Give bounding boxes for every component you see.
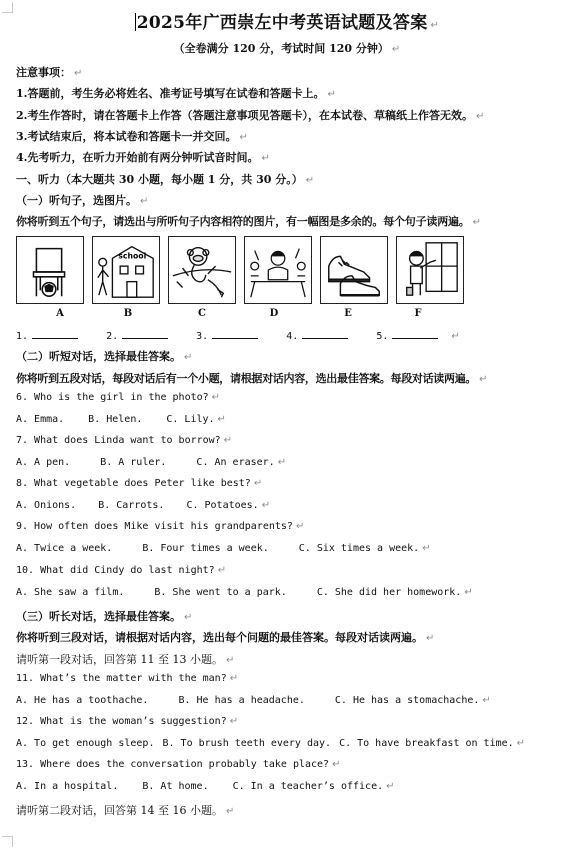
notice-item: 1.答题前，考生务必将姓名、准考证号填写在试卷和答题卡上。 ↵: [16, 87, 336, 100]
picture-label: E: [344, 308, 352, 319]
section2-heading: （二）听短对话，选择最佳答案。 ↵: [16, 350, 193, 363]
monkey-branch-icon: [168, 236, 236, 304]
question-options: A. To get enough sleep. B. To brush teeth every day. C. To have breakfast on time. ↵: [16, 738, 526, 749]
school-student-icon: [92, 236, 160, 304]
question-options: A. Twice a week. B. Four times a week. C. Six times a week. ↵: [16, 543, 431, 554]
section1-instruction: 你将听到五个句子，请选出与所听句子内容相符的图片，有一幅图是多余的。每个句子读两遍。 ↵: [16, 215, 481, 228]
answer-blank[interactable]: 3.: [196, 328, 262, 342]
question-text: 9. How often does Mike visit his grandparents? ↵: [16, 521, 305, 532]
question-text: 10. What did Cindy do last night? ↵: [16, 565, 227, 576]
picture-row: [16, 236, 456, 304]
school-sign-text: school: [118, 251, 147, 261]
section3-instruction: 你将听到三段对话，请根据对话内容，选出每个问题的最佳答案。每段对话读两遍。 ↵: [16, 631, 435, 644]
dialog-intro: 请听第一段对话，回答第 11 至 13 小题。 ↵: [16, 653, 235, 666]
notice-item: 3.考试结束后，将本试卷和答题卡一并交回。 ↵: [16, 130, 248, 143]
page-corner-mark: [2, 836, 13, 847]
section3-heading: （三）听长对话，选择最佳答案。 ↵: [16, 610, 193, 623]
question-text: 8. What vegetable does Peter like best? ↵: [16, 478, 263, 489]
picture-label: D: [269, 308, 279, 319]
question-options: A. Onions. B. Carrots. C. Potatoes. ↵: [16, 500, 271, 511]
notice-item: 2.考生作答时，请在答题卡上作答（答题注意事项见答题卡），在本试卷、草稿纸上作答无效。 ↵: [16, 109, 485, 122]
answer-blank[interactable]: 1.: [16, 328, 82, 342]
answer-blanks-row: 1. 2. 3. 4. 5. ↵: [16, 328, 460, 342]
question-text: 6. Who is the girl in the photo? ↵: [16, 392, 221, 403]
exam-title: 2025年广西崇左中考英语试题及答案 ↵: [136, 13, 440, 33]
dialog-intro: 请听第二段对话，回答第 14 至 16 小题。 ↵: [16, 804, 235, 817]
question-options: A. Emma. B. Helen. C. Lily. ↵: [16, 414, 226, 425]
question-options: A. A pen. B. A ruler. C. An eraser. ↵: [16, 457, 287, 468]
question-text: 7. What does Linda want to borrow? ↵: [16, 435, 233, 446]
question-text: 13. Where does the conversation probably take place? ↵: [16, 759, 341, 770]
question-text: 11. What’s the matter with the man? ↵: [16, 673, 239, 684]
girl-window-icon: [396, 236, 464, 304]
picture-label: F: [414, 308, 422, 319]
notice-item: 4.先考听力，在听力开始前有两分钟听试音时间。 ↵: [16, 151, 270, 164]
question-options: A. In a hospital. B. At home. C. In a teacher’s office. ↵: [16, 781, 395, 792]
question-text: 12. What is the woman’s suggestion? ↵: [16, 716, 239, 727]
picture-label: B: [123, 308, 133, 319]
answer-blank[interactable]: 2.: [106, 328, 172, 342]
exam-subtitle: （全卷满分 120 分，考试时间 120 分钟） ↵: [173, 42, 401, 55]
question-options: A. He has a toothache. B. He has a headache. C. He has a stomachache. ↵: [16, 695, 491, 706]
part1-heading: 一、听力（本大题共 30 小题，每小题 1 分，共 30 分。） ↵: [16, 173, 315, 186]
section1-heading: （一）听句子，选图片。 ↵: [16, 194, 149, 207]
sneakers-icon: [320, 236, 388, 304]
text-cursor: [135, 13, 136, 31]
picture-label: A: [56, 308, 64, 319]
students-classroom-icon: [244, 236, 312, 304]
picture-label: C: [198, 308, 206, 319]
answer-blank[interactable]: 4.: [286, 328, 352, 342]
notice-heading: 注意事项： ↵: [16, 66, 83, 79]
section2-instruction: 你将听到五段对话，每段对话后有一个小题，请根据对话内容，选出最佳答案。每段对话读两遍。 ↵: [16, 372, 488, 385]
chair-ball-icon: [16, 236, 84, 304]
question-options: A. She saw a film. B. She went to a park. C. She did her homework. ↵: [16, 587, 473, 598]
answer-blank[interactable]: 5.: [376, 328, 442, 342]
